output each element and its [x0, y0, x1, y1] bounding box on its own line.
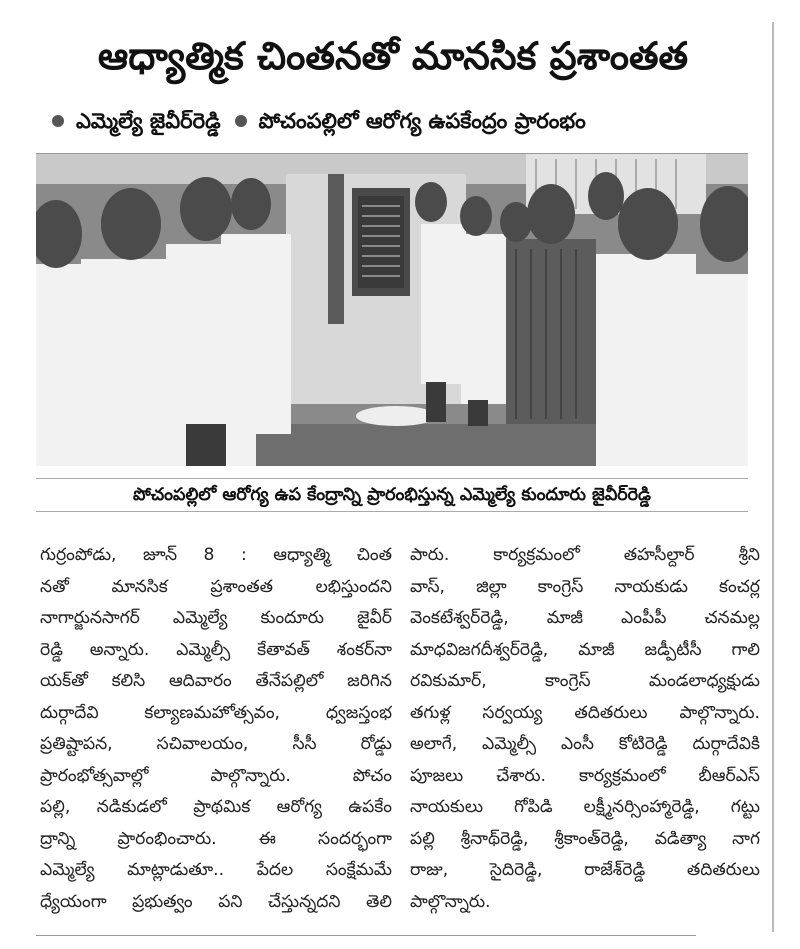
article-line: పల్లి, నడికుడలో ప్రాథమిక ఆరోగ్య ఉపకేం — [40, 797, 392, 817]
article-line: పల్లి శ్రీనాథ్‌రెడ్డి, శ్రీకాంత్‌రెడ్డి, వడిత్యా నాగ — [410, 828, 760, 849]
news-photo — [36, 153, 748, 466]
article-line: నాయకులు గోపిడి లక్ష్మీనర్సింహ్మారెడ్డి, గట్టు — [410, 797, 760, 817]
article-line: గుర్రంపోడు, జూన్ 8 : ఆధ్యాత్మి చింత — [40, 545, 392, 565]
news-photo-illustration — [36, 154, 748, 466]
article-line: నతో మానసిక ప్రశాంతత లభిస్తుందని — [40, 576, 392, 597]
article-line: అలాగే, ఎమ్మెల్సీ ఎంసీ కోటిరెడ్డి దుర్గాదేవికి — [410, 734, 760, 754]
article-line: పాల్గొన్నారు. — [410, 891, 491, 912]
headline: ఆధ్యాత్మిక చింతనతో మానసిక ప్రశాంతత — [97, 34, 689, 78]
article-line: దుర్గాదేవి కల్యాణమహోత్సవం, ధ్వజస్తంభ — [40, 702, 392, 723]
article-line: రాజు, సైదిరెడ్డి, రాజేశ్‌రెడ్డి తదితరులు — [410, 860, 760, 880]
article-line: నాగార్జునసాగర్ ఎమ్మెల్యే కుందూరు జైవీర్ — [40, 608, 392, 628]
article-column-1 — [40, 540, 392, 918]
photo-caption: పోచంపల్లిలో ఆరోగ్య ఉప కేంద్రాన్ని ప్రారంభిస్తున్న ఎమ్మెల్యే కుందూరు జైవీర్‌రెడ్డి — [36, 478, 748, 512]
article-line: ఎమ్మెల్యే మాట్లాడుతూ.. పేదల సంక్షేమమే — [40, 860, 392, 880]
subhead-point-2: పోచంపల్లిలో ఆరోగ్య ఉపకేంద్రం ప్రారంభం — [258, 109, 586, 133]
article-line: పూజలు చేశారు. కార్యక్రమంలో బీఆర్ఎస్ — [410, 765, 760, 786]
article-line: ప్రతిష్టాపన, సచివాలయం, సీసీ రోడ్డు — [40, 734, 392, 754]
article-line: తగుళ్ల సర్వయ్య తదితరులు పాల్గొన్నారు. — [410, 702, 760, 723]
bottom-divider — [36, 935, 696, 936]
article-line: వెంకటేశ్వర్‌రెడ్డి, మాజీ ఎంపీపీ చనమల్ల — [410, 608, 760, 628]
article-line: ప్రారంభోత్సవాల్లో పాల్గొన్నారు. పోచం — [40, 765, 392, 786]
subheadline — [46, 104, 746, 138]
article-line: వాస్, జిల్లా కాంగ్రెస్ నాయకుడు కంచర్ల — [410, 576, 760, 597]
article-line: ధ్యేయంగా ప్రభుత్వం పని చేస్తున్నదని తెలి — [40, 891, 392, 912]
article-line: పారు. కార్యక్రమంలో తహసీల్దార్ శ్రీని — [410, 545, 760, 565]
article-line: ద్రాన్ని ప్రారంభించారు. ఈ సందర్భంగా — [40, 828, 392, 849]
article-line: మాధవిజగదీశ్వర్‌రెడ్డి, మాజీ జడ్పీటీసీ గాలి — [410, 639, 760, 660]
subhead-point-1: ఎమ్మెల్యే జైవీర్‌రెడ్డి — [76, 109, 221, 133]
article-line: యక్‌తో కలిసి ఆదివారం తేనేపల్లిలో జరిగిన — [40, 671, 392, 691]
article-column-2 — [410, 540, 760, 918]
article-line: రవికుమార్, కాంగ్రెస్ మండలాధ్యక్షుడు — [410, 671, 760, 691]
bullet-icon — [235, 115, 247, 127]
article-line: రెడ్డి అన్నారు. ఎమ్మెల్సీ కేతావత్ శంకర్‌నా — [40, 639, 392, 660]
column-divider — [772, 22, 774, 932]
bullet-icon — [52, 115, 64, 127]
